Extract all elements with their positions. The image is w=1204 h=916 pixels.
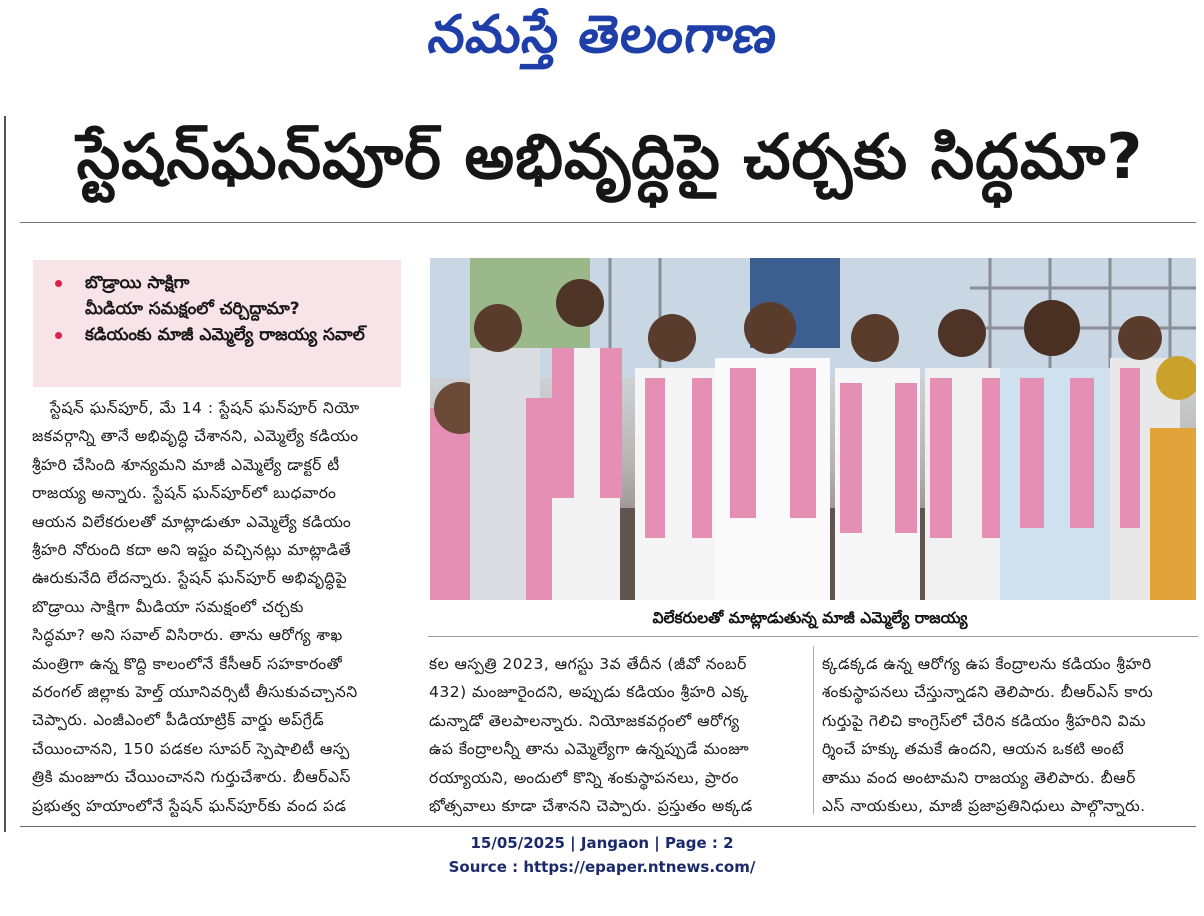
photo-caption: విలేకరులతో మాట్లాడుతున్న మాజీ ఎమ్మెల్యే రాజయ్య bbox=[652, 609, 968, 627]
headline-divider bbox=[20, 222, 1196, 223]
footer-source-link[interactable]: Source : https://epaper.ntnews.com/ bbox=[448, 858, 756, 876]
article-line: గుర్తుపై గెలిచి కాంగ్రెస్‌లో చేరిన కడియం శ్రీహరిని విమ bbox=[822, 711, 1147, 730]
masthead bbox=[0, 0, 1204, 82]
footer-date-edition: 15/05/2025 | Jangaon | Page : 2 bbox=[470, 834, 734, 852]
article-line: స్టేషన్ ఘన్‌పూర్, మే 14 : స్టేషన్ ఘన్‌పూర్ నియో bbox=[50, 399, 360, 417]
article-line: శ్రీహరి నోరుంది కదా అని ఇష్టం వచ్చినట్లు మాట్లాడితే bbox=[32, 541, 352, 560]
article-line: ఎస్ నాయకులు, మాజీ ప్రజాప్రతినిధులు పాల్గొన్నారు. bbox=[822, 797, 1146, 816]
article-column-3 bbox=[822, 650, 1196, 820]
article-line: క్కడక్కడ ఉన్న ఆరోగ్య ఉప కేంద్రాలను కడియం శ్రీహరి bbox=[822, 655, 1152, 673]
article-column-1 bbox=[32, 394, 410, 820]
article-line: రాజయ్య అన్నారు. స్టేషన్ ఘన్‌పూర్‌లో బుధవారం bbox=[32, 484, 337, 503]
article-line: మంత్రిగా ఉన్న కొద్ది కాలంలోనే కేసీఆర్ సహకారంతో bbox=[32, 654, 343, 673]
article-line: వరంగల్ జిల్లాకు హెల్త్ యూనివర్సిటీ తీసుకువచ్చానని bbox=[32, 683, 358, 702]
article-line: త్రికి మంజూరు చేయించానని గుర్తుచేశారు. బీఆర్‌ఎస్ bbox=[32, 768, 351, 787]
highlight-text-continued: మీడియా సమక్షంలో చర్చిద్దామా? bbox=[85, 299, 300, 319]
highlight-text: కడియంకు మాజీ ఎమ్మెల్యే రాజయ్య సవాల్ bbox=[85, 325, 365, 345]
highlight-item bbox=[51, 322, 391, 348]
article-line: శ్రీహరి చేసింది శూన్యమని మాజీ ఎమ్మెల్యే డాక్టర్ టీ bbox=[32, 455, 340, 474]
article-line: ఉప కేంద్రాలన్నీ తాను ఎమ్మెల్యేగా ఉన్నప్పుడే మంజూ bbox=[429, 740, 750, 759]
footer bbox=[0, 826, 1204, 906]
article-column-2 bbox=[429, 650, 804, 820]
column-divider bbox=[813, 646, 814, 814]
article-line: సిద్ధమా? అని సవాల్ విసిరారు. తాను ఆరోగ్య శాఖ bbox=[32, 626, 343, 645]
article-line: శంకుస్థాపనలు చేస్తున్నాడని తెలిపారు. బీఆర్‌ఎస్ కారు bbox=[822, 683, 1154, 702]
bullet-icon bbox=[55, 280, 62, 287]
highlight-text: బొడ్రాయి సాక్షిగా bbox=[85, 273, 190, 293]
article-line: డున్నాడో తెలపాలన్నారు. నియోజకవర్గంలో ఆరోగ్య bbox=[429, 711, 740, 730]
article-line: ఆయన విలేకరులతో మాట్లాడుతూ ఎమ్మెల్యే కడియం bbox=[32, 512, 352, 531]
highlights-box bbox=[33, 260, 401, 387]
highlight-item bbox=[51, 270, 391, 296]
article-line: ప్రభుత్వ హయాంలోనే స్టేషన్ ఘన్‌పూర్‌కు వంద పడ bbox=[32, 796, 347, 815]
article-line: ర్శించే హక్కు తమకే ఉందని, ఆయన ఒకటి అంటే bbox=[822, 740, 1125, 759]
article-line: జకవర్గాన్ని తానే అభివృద్ధి చేశానని, ఎమ్మెల్యే కడియం bbox=[32, 427, 359, 446]
bullet-icon bbox=[55, 332, 62, 339]
press-meet-illustration bbox=[430, 258, 1196, 600]
article-line: చెప్పారు. ఎంజీఎంలో పీడియాట్రిక్ వార్డు అప్‌గ్రేడ్ bbox=[32, 711, 325, 730]
left-border-rule bbox=[4, 116, 6, 832]
article-headline: స్టేషన్‌ఘన్‌పూర్ అభివృద్ధిపై చర్చకు సిద్ధమా? bbox=[76, 120, 1144, 193]
article-line: బొడ్రాయి సాక్షిగా మీడియా సమక్షంలో చర్చకు bbox=[32, 597, 304, 616]
article-line: తాము వంద అంటామని రాజయ్య తెలిపారు. బీఆర్ bbox=[822, 768, 1136, 787]
article-line: భోత్సవాలు కూడా చేశానని చెప్పారు. ప్రస్తుతం అక్కడ bbox=[429, 797, 753, 816]
news-photo bbox=[430, 258, 1196, 600]
article-line: కల ఆస్పత్రి 2023, ఆగస్టు 3వ తేదీన (జీవో నంబర్ bbox=[429, 655, 747, 673]
article-line: రయ్యాయని, అందులో కొన్ని శంకుస్థాపనలు, ప్రారం bbox=[429, 768, 739, 787]
newspaper-logo: నమస్తే తెలంగాణ bbox=[424, 4, 782, 65]
article-line: చేయించానని, 150 పడకల సూపర్ స్పెషాలిటీ ఆస్ప bbox=[32, 739, 350, 758]
caption-divider bbox=[428, 636, 1198, 637]
article-line: ఊరుకునేది లేదన్నారు. స్టేషన్ ఘన్‌పూర్ అభివృద్ధిపై bbox=[32, 569, 348, 588]
article-line: 432) మంజూరైందని, అప్పుడు కడియం శ్రీహరి ఎక్క bbox=[429, 683, 749, 702]
